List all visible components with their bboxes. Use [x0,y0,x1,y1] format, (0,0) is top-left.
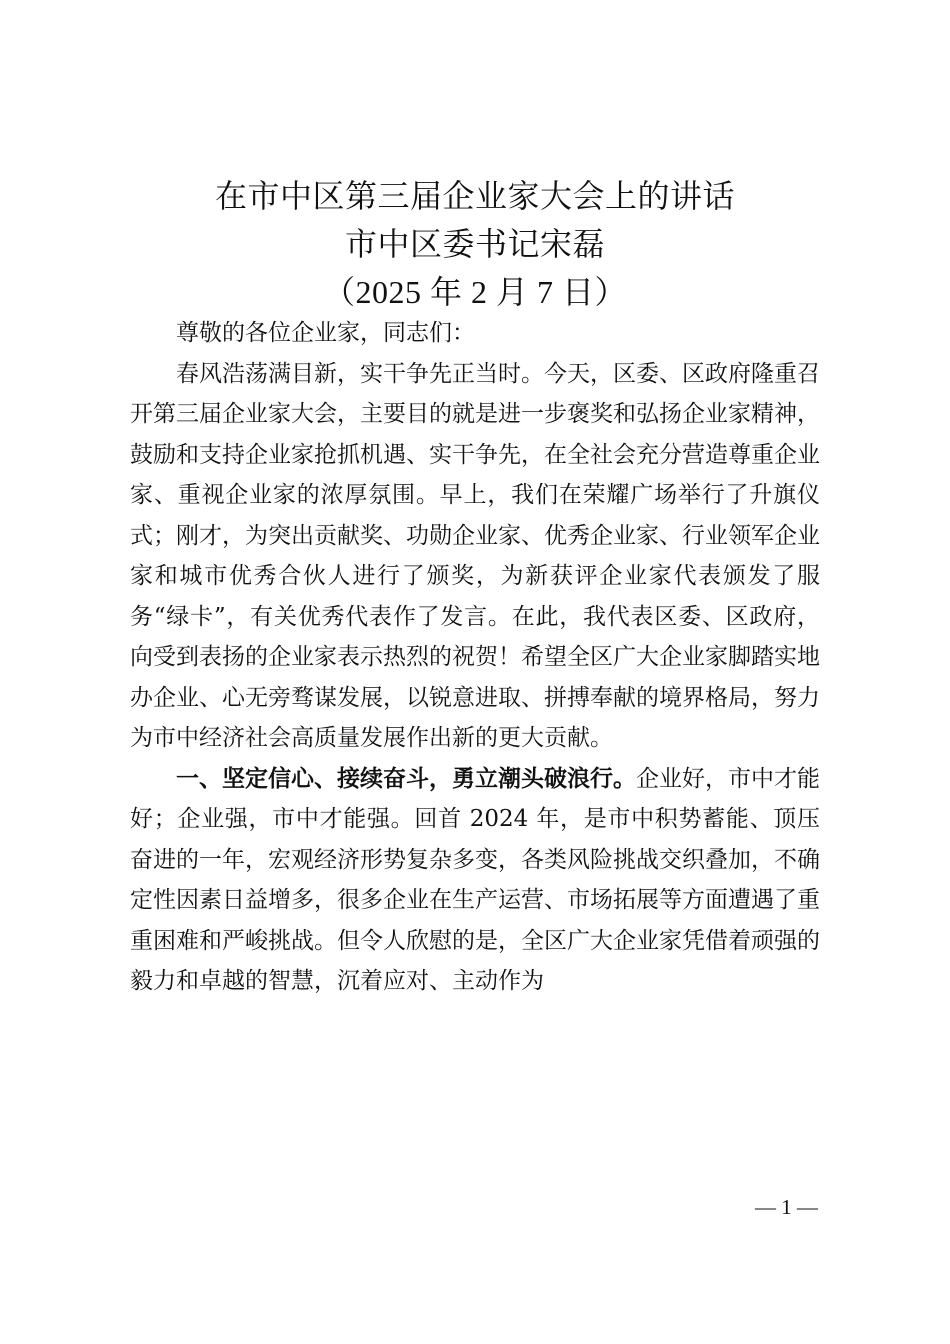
document-body [130,313,820,1002]
speech-title: 在市中区第三届企业家大会上的讲话 [214,177,735,215]
section-one-paragraph [130,759,820,1002]
section-one-heading: 一、坚定信心、接续奋斗，勇立潮头破浪行。 [176,765,636,792]
speaker-line: 市中区委书记宋磊 [344,225,605,263]
speech-date: （2025 年 2 月 7 日） [322,274,627,310]
document-title-block [120,172,830,316]
opening-paragraph: 春风浩荡满目新，实干争先正当时。今天，区委、区政府隆重召开第三届企业家大会，主要目的就是进一步褒奖和弘扬企业家精神，鼓励和支持企业家抢抓机遇、实干争先，在全社会充分营造尊重企业家、重视企业家的浓厚氛围。早上，我们在荣耀广场举行了升旗仪式；刚才，为突出贡献奖、功勋企业家、优秀企业家、行业领军企业家和城市优秀合伙人进行了颁奖，为新获评企业家代表颁发了服务“绿卡”，有关优秀代表作了发言。在此，我代表区委、区政府，向受到表扬的企业家表示热烈的祝贺！希望全区广大企业家脚踏实地办企业、心无旁骛谋发展，以锐意进取、拼搏奉献的境界格局，努力为市中经济社会高质量发展作出新的更大贡献。 [130,360,820,751]
page-number: — 1 — [755,1195,818,1219]
salutation: 尊敬的各位企业家，同志们： [176,320,475,346]
section-one-text: 企业好，市中才能好；企业强，市中才能强。回首 2024 年，是市中积势蓄能、顶压奋进的一年，宏观经济形势复杂多变，各类风险挑战交织叠加，不确定性因素日益增多，很多企业在生产运营、市场拓展等方面遭遇了重重困难和严峻挑战。但令人欣慰的是，全区广大企业家凭借着顽强的毅力和卓越的智慧，沉着应对、主动作为 [130,765,820,994]
